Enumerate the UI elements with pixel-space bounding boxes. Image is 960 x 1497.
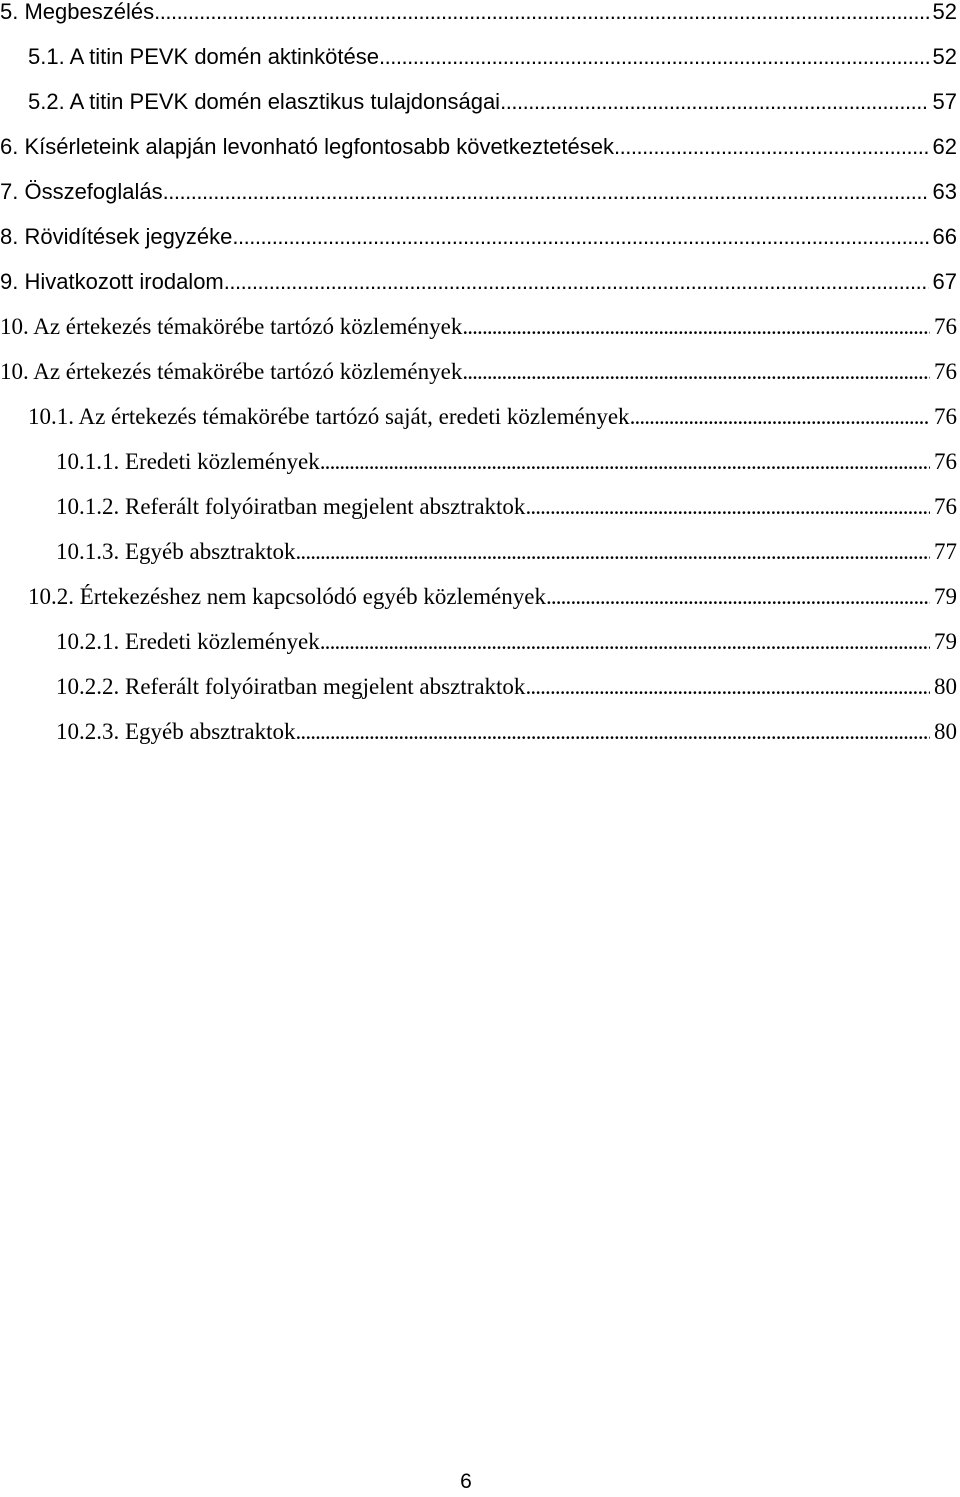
- toc-entry-title: 10.2.2. Referált folyóiratban megjelent absztraktok: [56, 674, 526, 699]
- dot-leader: [525, 674, 930, 700]
- dot-leader: [500, 89, 928, 115]
- toc-line: [56, 487, 960, 527]
- toc-entry-page: 79: [934, 629, 957, 654]
- toc-entry-title: 10.1.3. Egyéb absztraktok: [56, 539, 296, 564]
- toc-entry[interactable]: [0, 352, 960, 392]
- dot-leader: [614, 134, 929, 160]
- dot-leader: [163, 179, 929, 205]
- toc-entry[interactable]: [0, 37, 960, 77]
- toc-entry-title: 10.2.1. Eredeti közlemények: [56, 629, 320, 654]
- toc-entry-page: 76: [934, 494, 957, 519]
- toc-line: [28, 37, 960, 77]
- toc-entry-title: 10. Az értekezés témakörébe tartózó közlemények: [0, 359, 463, 384]
- toc-line: [0, 217, 960, 257]
- toc-line: [0, 0, 960, 32]
- toc-entry[interactable]: [0, 172, 960, 212]
- toc-entry[interactable]: [0, 0, 960, 32]
- toc-line: [28, 82, 960, 122]
- toc-entry-title: 5. Megbeszélés: [0, 0, 155, 24]
- toc-entry-page: 62: [932, 134, 957, 159]
- toc-line: [0, 172, 960, 212]
- dot-leader: [525, 494, 930, 520]
- toc-entry-title: 10.1. Az értekezés témakörébe tartózó saját, eredeti közlemények: [28, 404, 630, 429]
- dot-leader: [462, 359, 930, 385]
- toc-entry[interactable]: [0, 532, 960, 572]
- toc-entry-page: 57: [932, 89, 957, 114]
- dot-leader: [320, 449, 930, 475]
- toc-entry-title: 10.2.3. Egyéb absztraktok: [56, 719, 296, 744]
- toc-entry-title: 5.1. A titin PEVK domén aktinkötése: [28, 44, 379, 69]
- toc-entry-title: 5.2. A titin PEVK domén elasztikus tulajdonságai: [28, 89, 501, 114]
- toc-entry-page: 80: [934, 674, 957, 699]
- dot-leader: [296, 539, 930, 565]
- toc-entry-page: 52: [932, 0, 957, 24]
- dot-leader: [320, 629, 930, 655]
- toc-entry-title: 10.1.1. Eredeti közlemények: [56, 449, 320, 474]
- toc-line: [28, 577, 960, 617]
- toc-entry-page: 79: [934, 584, 957, 609]
- toc-entry[interactable]: [0, 307, 960, 347]
- toc-entry[interactable]: [0, 667, 960, 707]
- toc-line: [56, 532, 960, 572]
- toc-entry-page: 67: [932, 269, 957, 294]
- dot-leader: [379, 44, 929, 70]
- dot-leader: [630, 404, 930, 430]
- toc-entry-page: 76: [934, 404, 957, 429]
- dot-leader: [224, 269, 929, 295]
- toc-entry-page: 52: [932, 44, 957, 69]
- dot-leader: [232, 224, 928, 250]
- toc-line: [56, 442, 960, 482]
- toc-entry-page: 76: [934, 314, 957, 339]
- toc-entry[interactable]: [0, 397, 960, 437]
- dot-leader: [154, 0, 928, 25]
- toc-entry-title: 10.2. Értekezéshez nem kapcsolódó egyéb közlemények: [28, 584, 546, 609]
- toc-entry[interactable]: [0, 127, 960, 167]
- toc-entry[interactable]: [0, 487, 960, 527]
- toc-entry-page: 76: [934, 449, 957, 474]
- toc-line: [56, 712, 960, 752]
- toc-entry-page: 77: [934, 539, 957, 564]
- page-number: 6: [460, 1470, 472, 1493]
- toc-line: [0, 127, 960, 167]
- toc-line: [0, 262, 960, 302]
- toc-entry-title: 10.1.2. Referált folyóiratban megjelent absztraktok: [56, 494, 526, 519]
- toc-entry[interactable]: [0, 442, 960, 482]
- toc-entry-title: 6. Kísérleteink alapján levonható legfontosabb következtetések: [0, 134, 614, 159]
- toc-entry[interactable]: [0, 712, 960, 752]
- toc-entry-title: 9. Hivatkozott irodalom: [0, 269, 224, 294]
- toc-entry-page: 66: [932, 224, 957, 249]
- toc-entry[interactable]: [0, 217, 960, 257]
- dot-leader: [546, 584, 930, 610]
- toc-entry-page: 63: [932, 179, 957, 204]
- toc-entry-title: 8. Rövidítések jegyzéke: [0, 224, 233, 249]
- toc-line: [0, 352, 960, 392]
- toc-entry[interactable]: [0, 622, 960, 662]
- dot-leader: [462, 314, 930, 340]
- toc-entry[interactable]: [0, 577, 960, 617]
- toc-entry-page: 76: [934, 359, 957, 384]
- toc-entry-title: 7. Összefoglalás: [0, 179, 163, 204]
- toc-line: [56, 622, 960, 662]
- toc-line: [0, 307, 960, 347]
- toc-entry-title: 10. Az értekezés témakörébe tartózó közlemények: [0, 314, 463, 339]
- toc-line: [28, 397, 960, 437]
- toc-entry[interactable]: [0, 82, 960, 122]
- dot-leader: [296, 719, 930, 745]
- toc-entry[interactable]: [0, 262, 960, 302]
- toc-entry-page: 80: [934, 719, 957, 744]
- toc-line: [56, 667, 960, 707]
